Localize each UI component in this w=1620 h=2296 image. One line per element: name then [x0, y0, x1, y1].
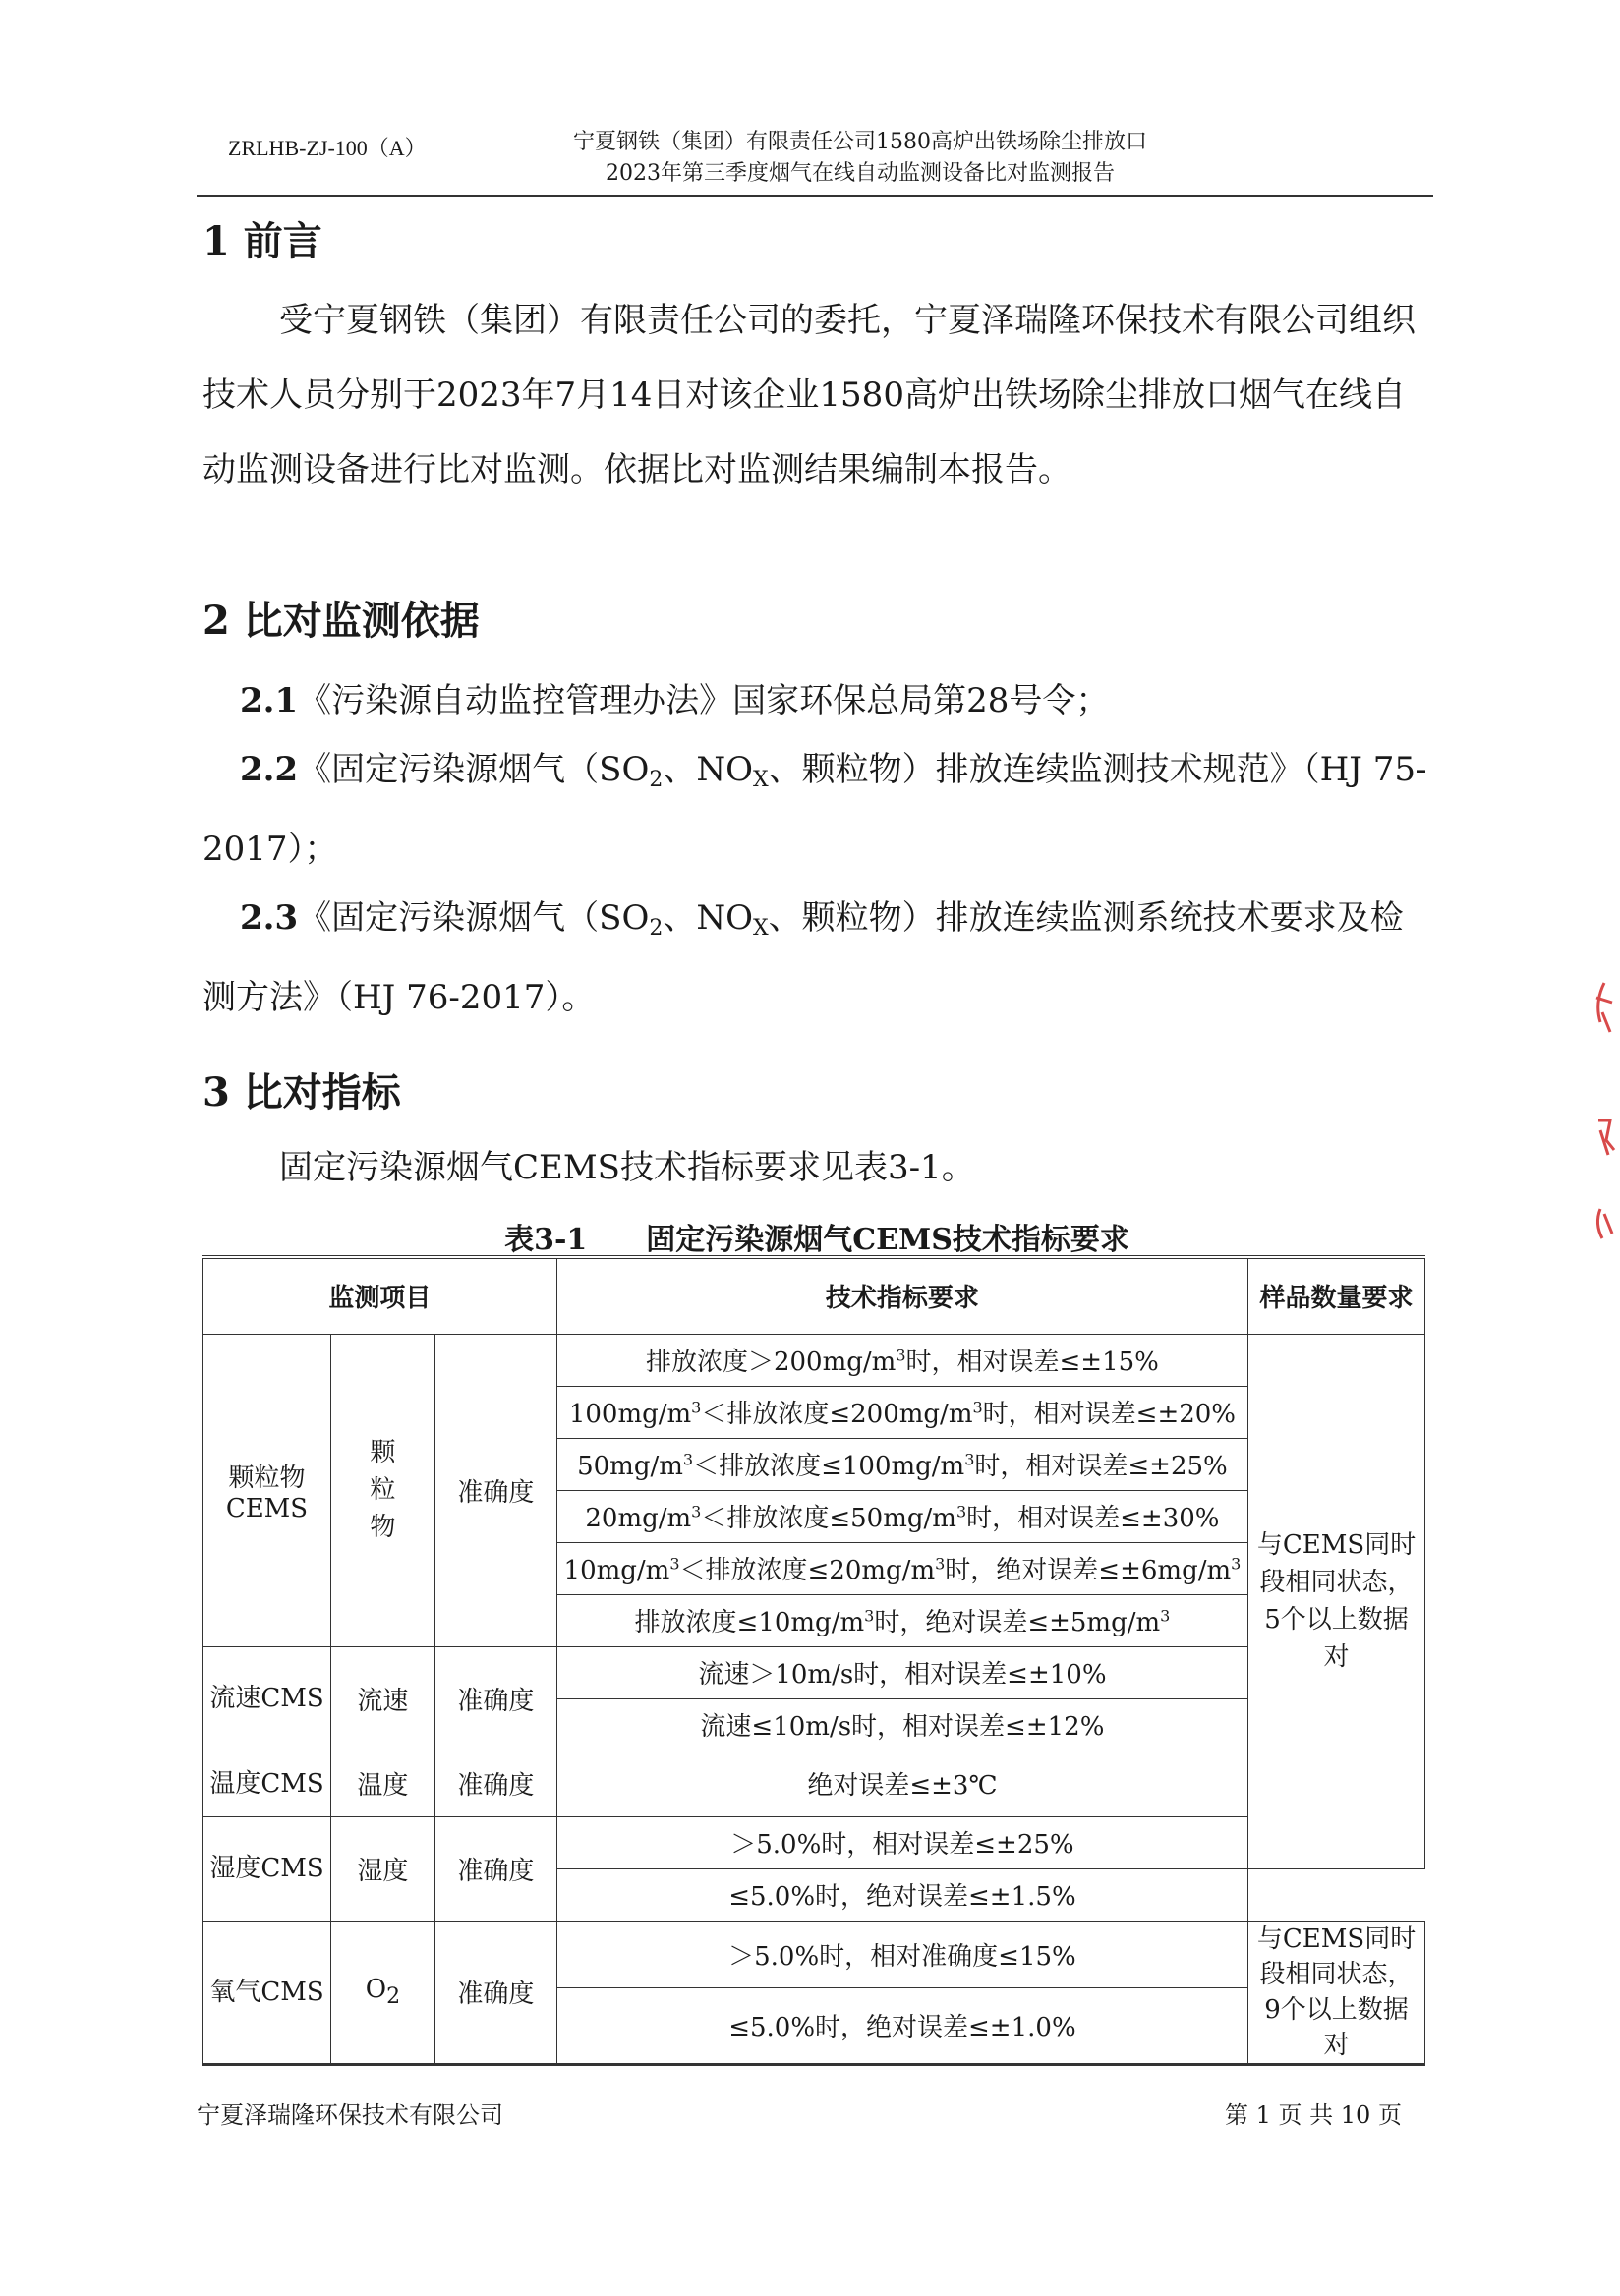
metric-flow: 准确度 — [434, 1646, 556, 1751]
reference-2-3 — [202, 884, 1431, 1032]
reference-text: 、颗粒物）排放连续监测系统技术要求及检测方法》（HJ 76-2017）。 — [202, 898, 1404, 1017]
param-char: 物 — [370, 1513, 396, 1542]
spec-cell — [556, 1594, 1247, 1646]
spec-text: 时，相对误差≤±20% — [982, 1400, 1237, 1429]
spec-text: 时，绝对误差≤±5mg/m — [874, 1608, 1161, 1637]
section-3-heading: 3 比对指标 — [202, 1069, 401, 1116]
spec-cell: ≤5.0%时，绝对误差≤±1.0% — [556, 1987, 1247, 2064]
param-pm — [330, 1334, 434, 1646]
reference-number: 2.1 — [240, 681, 299, 720]
section-1-paragraph: 受宁夏钢铁（集团）有限责任公司的委托，宁夏泽瑞隆环保技术有限公司组织技术人员分别于2023年7月14日对该企业1580高炉出铁场除尘排放口烟气在线自动监测设备进行比对监测。依据比对监测结果编制本报告。 — [202, 301, 1416, 489]
param-flow: 流速 — [330, 1646, 434, 1751]
param-temp: 温度 — [330, 1751, 434, 1816]
footer-company: 宁夏泽瑞隆环保技术有限公司 — [197, 2101, 503, 2129]
spec-text: 10mg/m — [563, 1556, 670, 1585]
spec-cell: 绝对误差≤±3℃ — [556, 1751, 1247, 1816]
reference-text: 《污染源自动监控管理办法》国家环保总局第28号令； — [298, 681, 1110, 720]
table-row — [203, 1646, 1425, 1698]
subscript: X — [752, 768, 769, 792]
spec-text: ＜排放浓度≤20mg/m — [679, 1556, 936, 1585]
header-title-line1: 宁夏钢铁（集团）有限责任公司1580高炉出铁场除尘排放口 — [573, 130, 1147, 154]
subscript: 2 — [649, 768, 664, 792]
header-title-line2: 2023年第三季度烟气在线自动监测设备比对监测报告 — [606, 161, 1115, 186]
section-1-heading: 1 前言 — [202, 218, 322, 264]
group-temp: 温度CMS — [203, 1751, 331, 1816]
group-humid: 湿度CMS — [203, 1816, 331, 1921]
metric-pm: 准确度 — [434, 1334, 556, 1646]
section-3-body — [202, 1130, 1431, 1205]
reference-2-1 — [202, 666, 1431, 735]
spec-text: 时，相对误差≤±30% — [966, 1504, 1220, 1533]
group-flow: 流速CMS — [203, 1646, 331, 1751]
spec-cell: ＞5.0%时，相对误差≤±25% — [556, 1816, 1247, 1868]
param-text: O — [365, 1975, 387, 2004]
group-oxygen: 氧气CMS — [203, 1921, 331, 2064]
superscript: 3 — [964, 1450, 975, 1469]
spec-text: 100mg/m — [568, 1400, 692, 1429]
subscript: 2 — [386, 1984, 401, 2009]
subscript: X — [752, 916, 769, 941]
spec-cell — [556, 1542, 1247, 1594]
group-pm: 颗粒物CEMS — [203, 1334, 331, 1646]
section-2-heading: 2 比对监测依据 — [202, 598, 480, 644]
table-row — [203, 1921, 1425, 1987]
spec-cell: 流速＞10m/s时，相对误差≤±10% — [556, 1646, 1247, 1698]
param-oxygen — [330, 1921, 434, 2064]
reference-text: 、NO — [663, 898, 753, 938]
spec-text: 排放浓度＞200mg/m — [645, 1348, 897, 1377]
param-char: 粒 — [370, 1475, 396, 1505]
spec-text: ＜排放浓度≤100mg/m — [693, 1452, 965, 1481]
superscript: 3 — [691, 1502, 702, 1521]
reference-2-2 — [202, 735, 1431, 884]
superscript: 3 — [896, 1346, 906, 1365]
spec-text: 时，相对误差≤±25% — [974, 1452, 1228, 1481]
header-monitoring-item: 监测项目 — [203, 1257, 557, 1334]
superscript: 3 — [955, 1502, 967, 1521]
superscript: 3 — [864, 1606, 875, 1626]
superscript: 3 — [935, 1554, 946, 1574]
section-1-body — [202, 283, 1431, 507]
header-divider — [197, 195, 1433, 197]
table-row — [203, 1334, 1425, 1386]
param-char: 颗 — [370, 1438, 396, 1467]
spec-cell — [556, 1386, 1247, 1438]
spec-cell: 流速≤10m/s时，相对误差≤±12% — [556, 1698, 1247, 1751]
metric-humid: 准确度 — [434, 1816, 556, 1921]
superscript: 3 — [669, 1554, 680, 1574]
spec-cell: ＞5.0%时，相对准确度≤15% — [556, 1921, 1247, 1987]
spec-text: 50mg/m — [577, 1452, 683, 1481]
sample-requirement-1: 与CEMS同时段相同状态，5个以上数据对 — [1248, 1334, 1425, 1868]
cems-spec-table — [202, 1255, 1425, 2066]
param-humid: 湿度 — [330, 1816, 434, 1921]
superscript: 3 — [682, 1450, 694, 1469]
table-row — [203, 1751, 1425, 1816]
reference-text: 《固定污染源烟气（SO — [298, 898, 650, 938]
metric-oxygen: 准确度 — [434, 1921, 556, 2064]
spec-text: 时，相对误差≤±15% — [905, 1348, 1159, 1377]
spec-text: 排放浓度≤10mg/m — [634, 1608, 865, 1637]
superscript: 3 — [1160, 1606, 1171, 1626]
spec-cell: ≤5.0%时，绝对误差≤±1.5% — [556, 1868, 1247, 1921]
subscript: 2 — [649, 916, 664, 941]
table-header-row — [203, 1257, 1425, 1334]
seal-stamp-fragment — [1591, 973, 1620, 1268]
spec-text: ＜排放浓度≤50mg/m — [701, 1504, 956, 1533]
table-caption: 表3-1 固定污染源烟气CEMS技术指标要求 — [504, 1223, 1129, 1257]
spec-text: 20mg/m — [585, 1504, 692, 1533]
reference-list — [202, 666, 1431, 1032]
spec-text: 时，绝对误差≤±6mg/m — [945, 1556, 1232, 1585]
spec-cell — [556, 1490, 1247, 1542]
superscript: 3 — [972, 1398, 983, 1417]
header-sample-requirement: 样品数量要求 — [1248, 1257, 1425, 1334]
spec-text: ＜排放浓度≤200mg/m — [701, 1400, 973, 1429]
footer-page-number: 第 1 页 共 10 页 — [1225, 2101, 1402, 2129]
spec-cell — [556, 1438, 1247, 1490]
reference-text: 《固定污染源烟气（SO — [298, 750, 650, 789]
superscript: 3 — [691, 1398, 702, 1417]
reference-text: 、颗粒物）排放连续监测技术规范》（HJ 75-2017）； — [202, 750, 1427, 869]
superscript: 3 — [1231, 1554, 1242, 1574]
metric-temp: 准确度 — [434, 1751, 556, 1816]
reference-number: 2.3 — [240, 898, 299, 938]
sample-requirement-2: 与CEMS同时段相同状态，9个以上数据对 — [1248, 1921, 1425, 2064]
reference-text: 、NO — [663, 750, 753, 789]
header-technical-spec: 技术指标要求 — [556, 1257, 1247, 1334]
document-code: ZRLHB-ZJ-100（A） — [228, 136, 427, 160]
section-3-intro: 固定污染源烟气CEMS技术指标要求见表3-1。 — [279, 1148, 975, 1187]
table-row — [203, 1816, 1425, 1868]
reference-number: 2.2 — [240, 750, 299, 789]
spec-cell — [556, 1334, 1247, 1386]
